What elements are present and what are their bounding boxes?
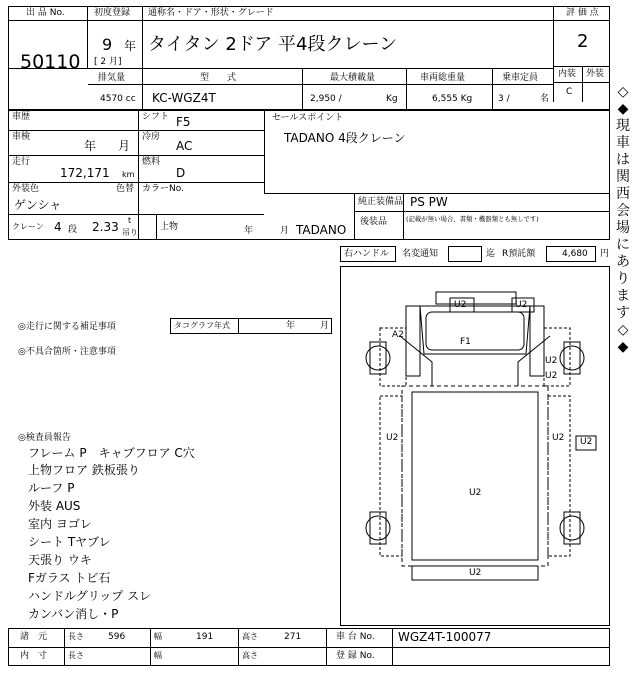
displacement-label: 排気量 (98, 73, 126, 83)
damage-mark: F1 (460, 337, 471, 347)
report-line: カンバン消し・P (28, 607, 119, 621)
history-label: 車歴 (12, 112, 31, 122)
supplement-title: ◎走行に関する補足事項 (18, 322, 116, 332)
color-value: ゲンシャ (14, 198, 62, 212)
name-change-label: 名変通知 (402, 249, 439, 259)
aftermarket-note: (記載が無い場合、書類・機器類とも無しです) (406, 215, 539, 223)
gross-weight-label: 車両総重量 (420, 73, 466, 83)
exterior-label: 外装 (586, 69, 605, 79)
recycle-amount: 4,680 (562, 249, 588, 259)
width-value: 191 (196, 632, 214, 642)
damage-mark: U2 (469, 568, 482, 578)
inspection-year: 年 (84, 139, 97, 153)
crane-stages: 4 (54, 220, 62, 234)
reg-month: [ 2 月] (94, 57, 122, 67)
sales-point-label: セールスポイント (272, 113, 344, 123)
sales-point-value: TADANO 4段クレーン (284, 131, 406, 145)
model-value: KC-WGZ4T (152, 91, 216, 105)
fuel-label: 燃料 (142, 157, 161, 167)
rhd-label: 右ハンドル (344, 249, 390, 259)
tacho-month: 月 (320, 321, 330, 331)
crane-capacity: 2.33 (92, 220, 119, 234)
body-label: 上物 (160, 222, 179, 232)
height-value: 271 (284, 632, 302, 642)
damage-mark: U2 (552, 433, 565, 443)
first-reg-label: 初度登録 (94, 8, 131, 18)
damage-mark: U2 (545, 356, 558, 366)
capacity-unit: 名 (540, 94, 550, 104)
chassis-label: 車 台 No. (336, 632, 375, 642)
ac-value: AC (176, 139, 193, 153)
shift-label: シフト (142, 112, 170, 122)
vehicle-name: タイタン 2ドア 平4段クレーン (148, 34, 398, 55)
damage-mark: U2 (580, 437, 593, 447)
score-label: 評 価 点 (566, 8, 599, 18)
capacity-value: 3 / (498, 94, 510, 104)
crane-unit-bottom: 吊り (122, 228, 138, 237)
aftermarket-label: 後装品 (360, 217, 388, 227)
recycle-unit: 円 (600, 249, 610, 259)
report-line: 外装 AUS (28, 499, 81, 513)
report-line: ハンドルグリップ スレ (28, 589, 152, 603)
inspector-title: ◎検査員報告 (18, 433, 71, 443)
damage-mark: U2 (469, 488, 482, 498)
tacho-year: 年 (286, 321, 296, 331)
body-year: 年 (244, 226, 254, 236)
name-change-box (448, 246, 482, 262)
reg-year-unit: 年 (124, 39, 137, 53)
length-value: 596 (108, 632, 126, 642)
max-load-label: 最大積載量 (330, 73, 376, 83)
max-load-unit: Kg (386, 94, 398, 104)
interior-label: 内装 (558, 69, 577, 79)
lot-no-label: 出 品 No. (26, 8, 65, 18)
mileage-unit: km (122, 170, 135, 179)
inside-height-label: 高さ (242, 651, 258, 660)
ac-label: 冷房 (142, 132, 161, 142)
reg-no-label: 登 録 No. (336, 651, 375, 661)
damage-mark: A2 (392, 330, 404, 340)
lot-number: 50110 (20, 51, 81, 73)
shift-value: F5 (176, 115, 191, 129)
report-line: 室内 ヨゴレ (28, 517, 92, 531)
inside-length-label: 長さ (68, 651, 84, 660)
vehicle-name-label: 通称名・ドア・形状・グレード (148, 8, 274, 18)
damage-mark: U2 (545, 371, 558, 381)
report-line: ルーフ P (28, 481, 75, 495)
capacity-label: 乗車定員 (502, 73, 539, 83)
mileage-label: 走行 (12, 157, 31, 167)
exterior-score: C (566, 87, 573, 97)
inside-width-label: 幅 (154, 651, 162, 660)
report-line: シート Tヤブレ (28, 535, 111, 549)
deadline-mark: 迄 (486, 249, 496, 259)
displacement-value: 4570 cc (100, 94, 136, 104)
chassis-value: WGZ4T-100077 (398, 630, 492, 644)
gross-weight-value: 6,555 Kg (432, 94, 473, 104)
model-label: 型 式 (200, 73, 237, 83)
damage-mark: U2 (454, 300, 467, 310)
fuel-value: D (176, 166, 186, 180)
side-note: ◇ ◆ 現 車 は 関 西 会 場 に あ り ま す ◇ ◆ (616, 84, 630, 355)
equipment-value: PS PW (410, 195, 448, 209)
max-load-value: 2,950 / (310, 94, 342, 104)
report-line: 上物フロア 鉄板張り (28, 463, 140, 477)
length-label: 長さ (68, 632, 84, 641)
equipment-label: 純正装備品 (358, 197, 404, 207)
recycle-label: R預託額 (502, 249, 536, 259)
crane-label: クレーン (12, 222, 44, 231)
color-no-label: カラーNo. (142, 184, 184, 194)
width-label: 幅 (154, 632, 162, 641)
report-line: 天張り ウキ (28, 553, 92, 567)
tachograph-label: タコグラフ年式 (174, 321, 230, 330)
damage-mark: U2 (515, 300, 528, 310)
inside-dims-label: 内 寸 (20, 651, 48, 661)
body-maker: TADANO (296, 223, 347, 237)
report-line: Fガラス トビ石 (28, 571, 111, 585)
body-month: 月 (280, 226, 290, 236)
report-line: フレーム P キャブフロア C穴 (28, 446, 195, 460)
inspection-month: 月 (118, 139, 131, 153)
reg-year: 9 (102, 35, 113, 54)
crane-unit-top: t (128, 216, 132, 225)
dims-label: 諸 元 (20, 632, 48, 642)
mileage-value: 172,171 (60, 166, 110, 180)
color-label: 外装色 (12, 184, 40, 194)
inspection-label: 車検 (12, 132, 31, 142)
defects-title: ◎不具合箇所・注意事項 (18, 347, 116, 357)
damage-mark: U2 (386, 433, 399, 443)
crane-stages-unit: 段 (68, 225, 78, 235)
height-label: 高さ (242, 632, 258, 641)
score-value: 2 (577, 31, 589, 52)
color-change-label: 色替 (116, 184, 135, 194)
